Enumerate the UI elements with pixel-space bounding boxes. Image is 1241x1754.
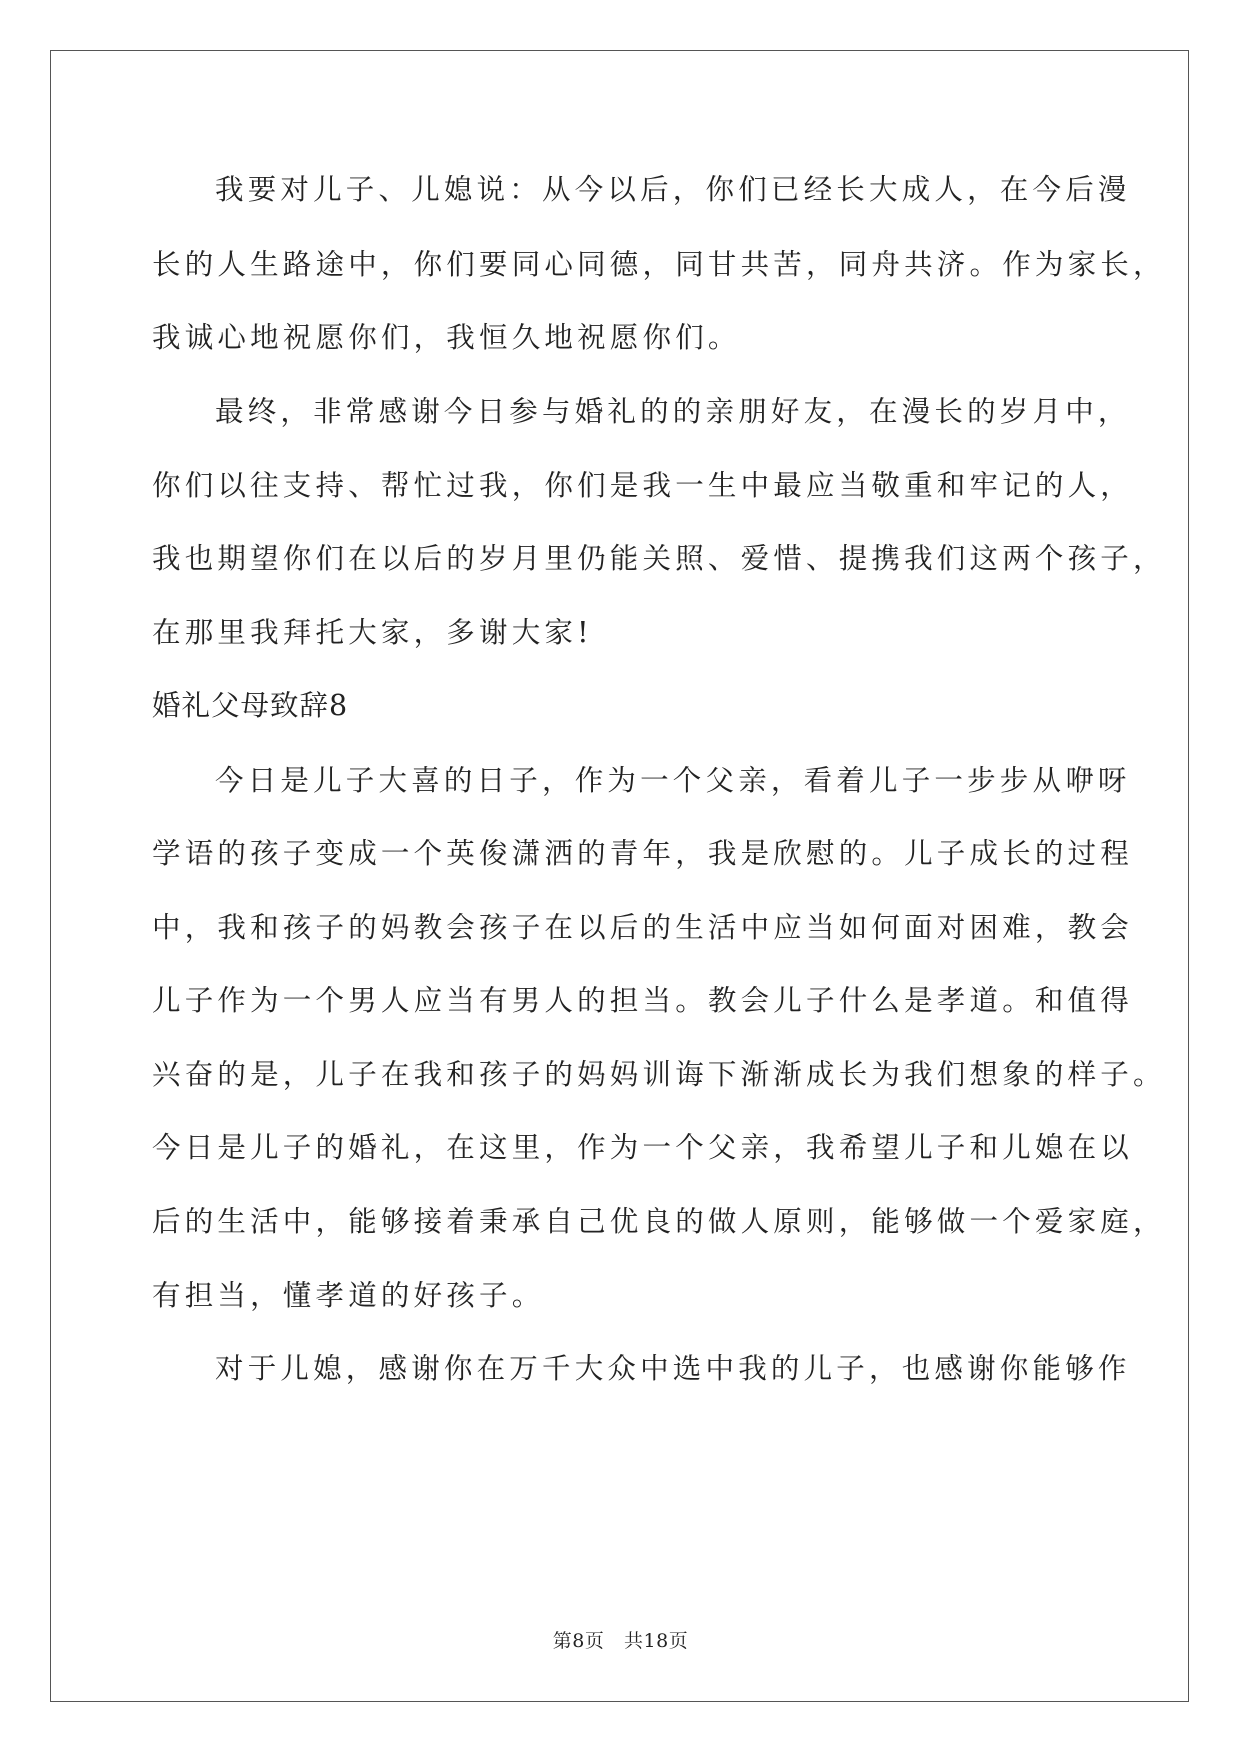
body-text-line: 长的人生路途中，你们要同心同德，同甘共苦，同舟共济。作为家长， [152, 248, 1166, 281]
body-text-line: 我诚心地祝愿你们，我恒久地祝愿你们。 [152, 321, 741, 354]
page-total: 共18页 [624, 1630, 689, 1652]
body-text-line: 我也期望你们在以后的岁月里仍能关照、爱惜、提携我们这两个孩子， [152, 542, 1166, 575]
body-text-line: 我要对儿子、儿媳说：从今以后，你们已经长大成人，在今后漫 [215, 173, 1131, 206]
body-text-line: 儿子作为一个男人应当有男人的担当。教会儿子什么是孝道。和值得 [152, 984, 1134, 1017]
section-heading: 婚礼父母致辞8 [152, 689, 349, 722]
body-text-line: 对于儿媳，感谢你在万千大众中选中我的儿子，也感谢你能够作 [215, 1352, 1131, 1385]
body-text-line: 今日是儿子大喜的日子，作为一个父亲，看着儿子一步步从咿呀 [215, 764, 1131, 797]
body-text-line: 今日是儿子的婚礼，在这里，作为一个父亲，我希望儿子和儿媳在以 [152, 1131, 1134, 1164]
page-border [50, 50, 1189, 1702]
page-footer [0, 1629, 1241, 1653]
body-text-line: 兴奋的是，儿子在我和孩子的妈妈训诲下渐渐成长为我们想象的样子。 [152, 1058, 1166, 1091]
body-text-line: 你们以往支持、帮忙过我，你们是我一生中最应当敬重和牢记的人， [152, 469, 1134, 502]
body-text-line: 后的生活中，能够接着秉承自己优良的做人原则，能够做一个爱家庭， [152, 1205, 1166, 1238]
body-text-line: 学语的孩子变成一个英俊潇洒的青年，我是欣慰的。儿子成长的过程 [152, 837, 1134, 870]
body-text-line: 在那里我拜托大家，多谢大家! [152, 616, 593, 649]
body-text-line: 有担当，懂孝道的好孩子。 [152, 1279, 545, 1312]
body-text-line: 中，我和孩子的妈教会孩子在以后的生活中应当如何面对困难，教会 [152, 911, 1134, 944]
body-text-line: 最终，非常感谢今日参与婚礼的的亲朋好友，在漫长的岁月中， [215, 395, 1131, 428]
page-number: 第8页 [552, 1630, 605, 1652]
